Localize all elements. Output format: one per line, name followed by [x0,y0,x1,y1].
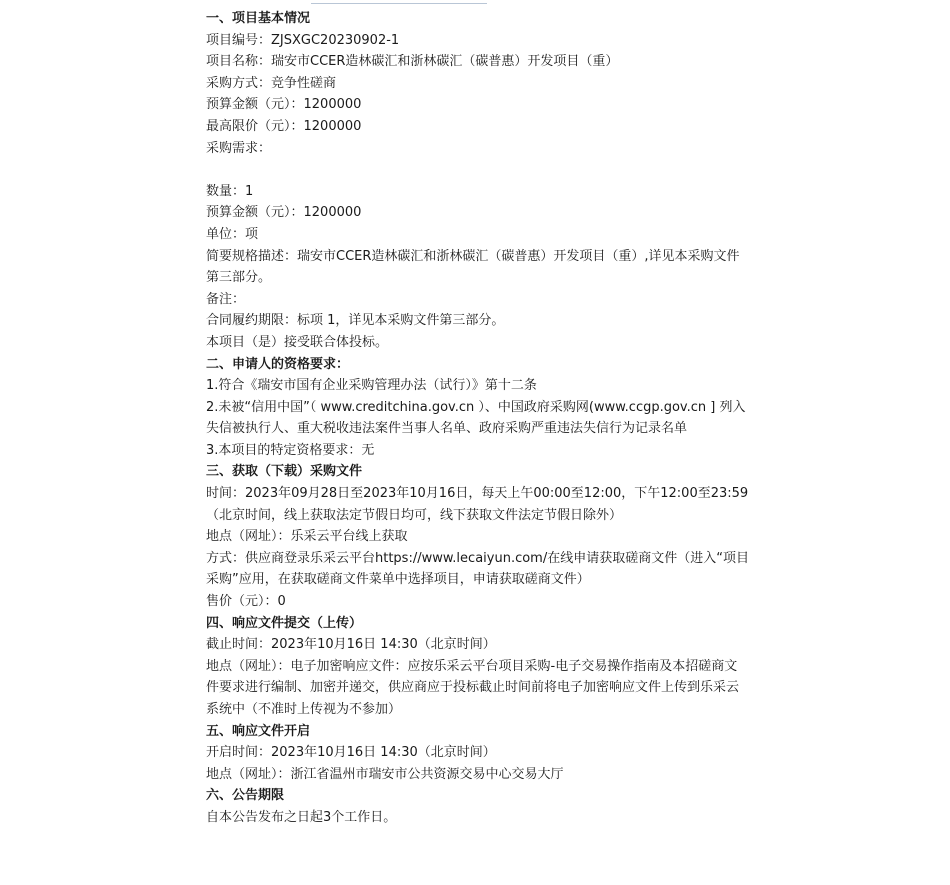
budget-amount-item: 预算金额（元）：1200000 [206,205,362,221]
consortium-note: 本项目（是）接受联合体投标。 [206,334,389,350]
qualification-item-3: 3.本项目的特定资格要求：无 [206,442,375,458]
opening-time: 开启时间：2023年10月16日 14:30（北京时间） [206,745,496,761]
section-heading-notice-period: 六、公告期限 [206,788,285,804]
spec-description: 简要规格描述：瑞安市CCER造林碳汇和浙林碳汇（碳普惠）开发项目（重）,详见本采购文件第三部分。 [206,248,740,286]
qualification-item-2: 2.未被“信用中国”（ www.creditchina.gov.cn ）、中国政府采购网(www.ccgp.gov.cn ] 列入失信被执行人、重大税收违法案件当事人名单、政府采购严重违法失信行为记录名单 [206,399,746,437]
top-divider [311,0,487,4]
project-number: 项目编号：ZJSXGC20230902-1 [206,32,400,48]
procurement-method: 采购方式：竞争性磋商 [206,75,337,91]
max-price: 最高限价（元）：1200000 [206,118,362,134]
submission-place: 地点（网址）：电子加密响应文件：应按乐采云平台项目采购-电子交易操作指南及本招磋商文件要求进行编制、加密并递交，供应商应于投标截止时间前将电子加密响应文件上传到乐采云系统中（不准时上传视为不参加） [206,658,740,717]
opening-place: 地点（网址）：浙江省温州市瑞安市公共资源交易中心交易大厅 [206,766,564,782]
quantity: 数量：1 [206,183,254,199]
announcement-body [206,8,750,829]
remark: 备注： [206,291,246,307]
section-heading-opening: 五、响应文件开启 [206,723,311,739]
obtain-place: 地点（网址）：乐采云平台线上获取 [206,529,408,545]
section-heading-basic-info: 一、项目基本情况 [206,11,311,26]
section-heading-submission: 四、响应文件提交（上传） [206,615,363,631]
qualification-item-1: 1.符合《瑞安市国有企业采购管理办法（试行）》第十二条 [206,378,537,394]
doc-price: 售价（元）：0 [206,594,286,610]
blank-line [206,159,750,181]
obtain-time: 时间：2023年09月28日至2023年10月16日，每天上午00:00至12:00，下午12:00至23:59（北京时间，线上获取法定节假日均可，线下获取文件法定节假日除外） [206,486,749,523]
procurement-demand-label: 采购需求： [206,140,272,156]
section-heading-qualification: 二、申请人的资格要求： [206,356,350,372]
obtain-method: 方式：供应商登录乐采云平台https://www.lecaiyun.com/在线申请获取磋商文件（进入“项目采购”应用，在获取磋商文件菜单中选择项目，申请获取磋商文件） [206,550,749,588]
submission-deadline: 截止时间：2023年10月16日 14:30（北京时间） [206,637,496,653]
section-heading-obtain-docs: 三、获取（下载）采购文件 [206,464,363,480]
project-name: 项目名称：瑞安市CCER造林碳汇和浙林碳汇（碳普惠）开发项目（重） [206,54,619,70]
budget-amount: 预算金额（元）：1200000 [206,97,362,113]
contract-period: 合同履约期限：标项 1，详见本采购文件第三部分。 [206,313,505,329]
unit: 单位：项 [206,226,259,242]
notice-period: 自本公告发布之日起3个工作日。 [206,809,397,825]
